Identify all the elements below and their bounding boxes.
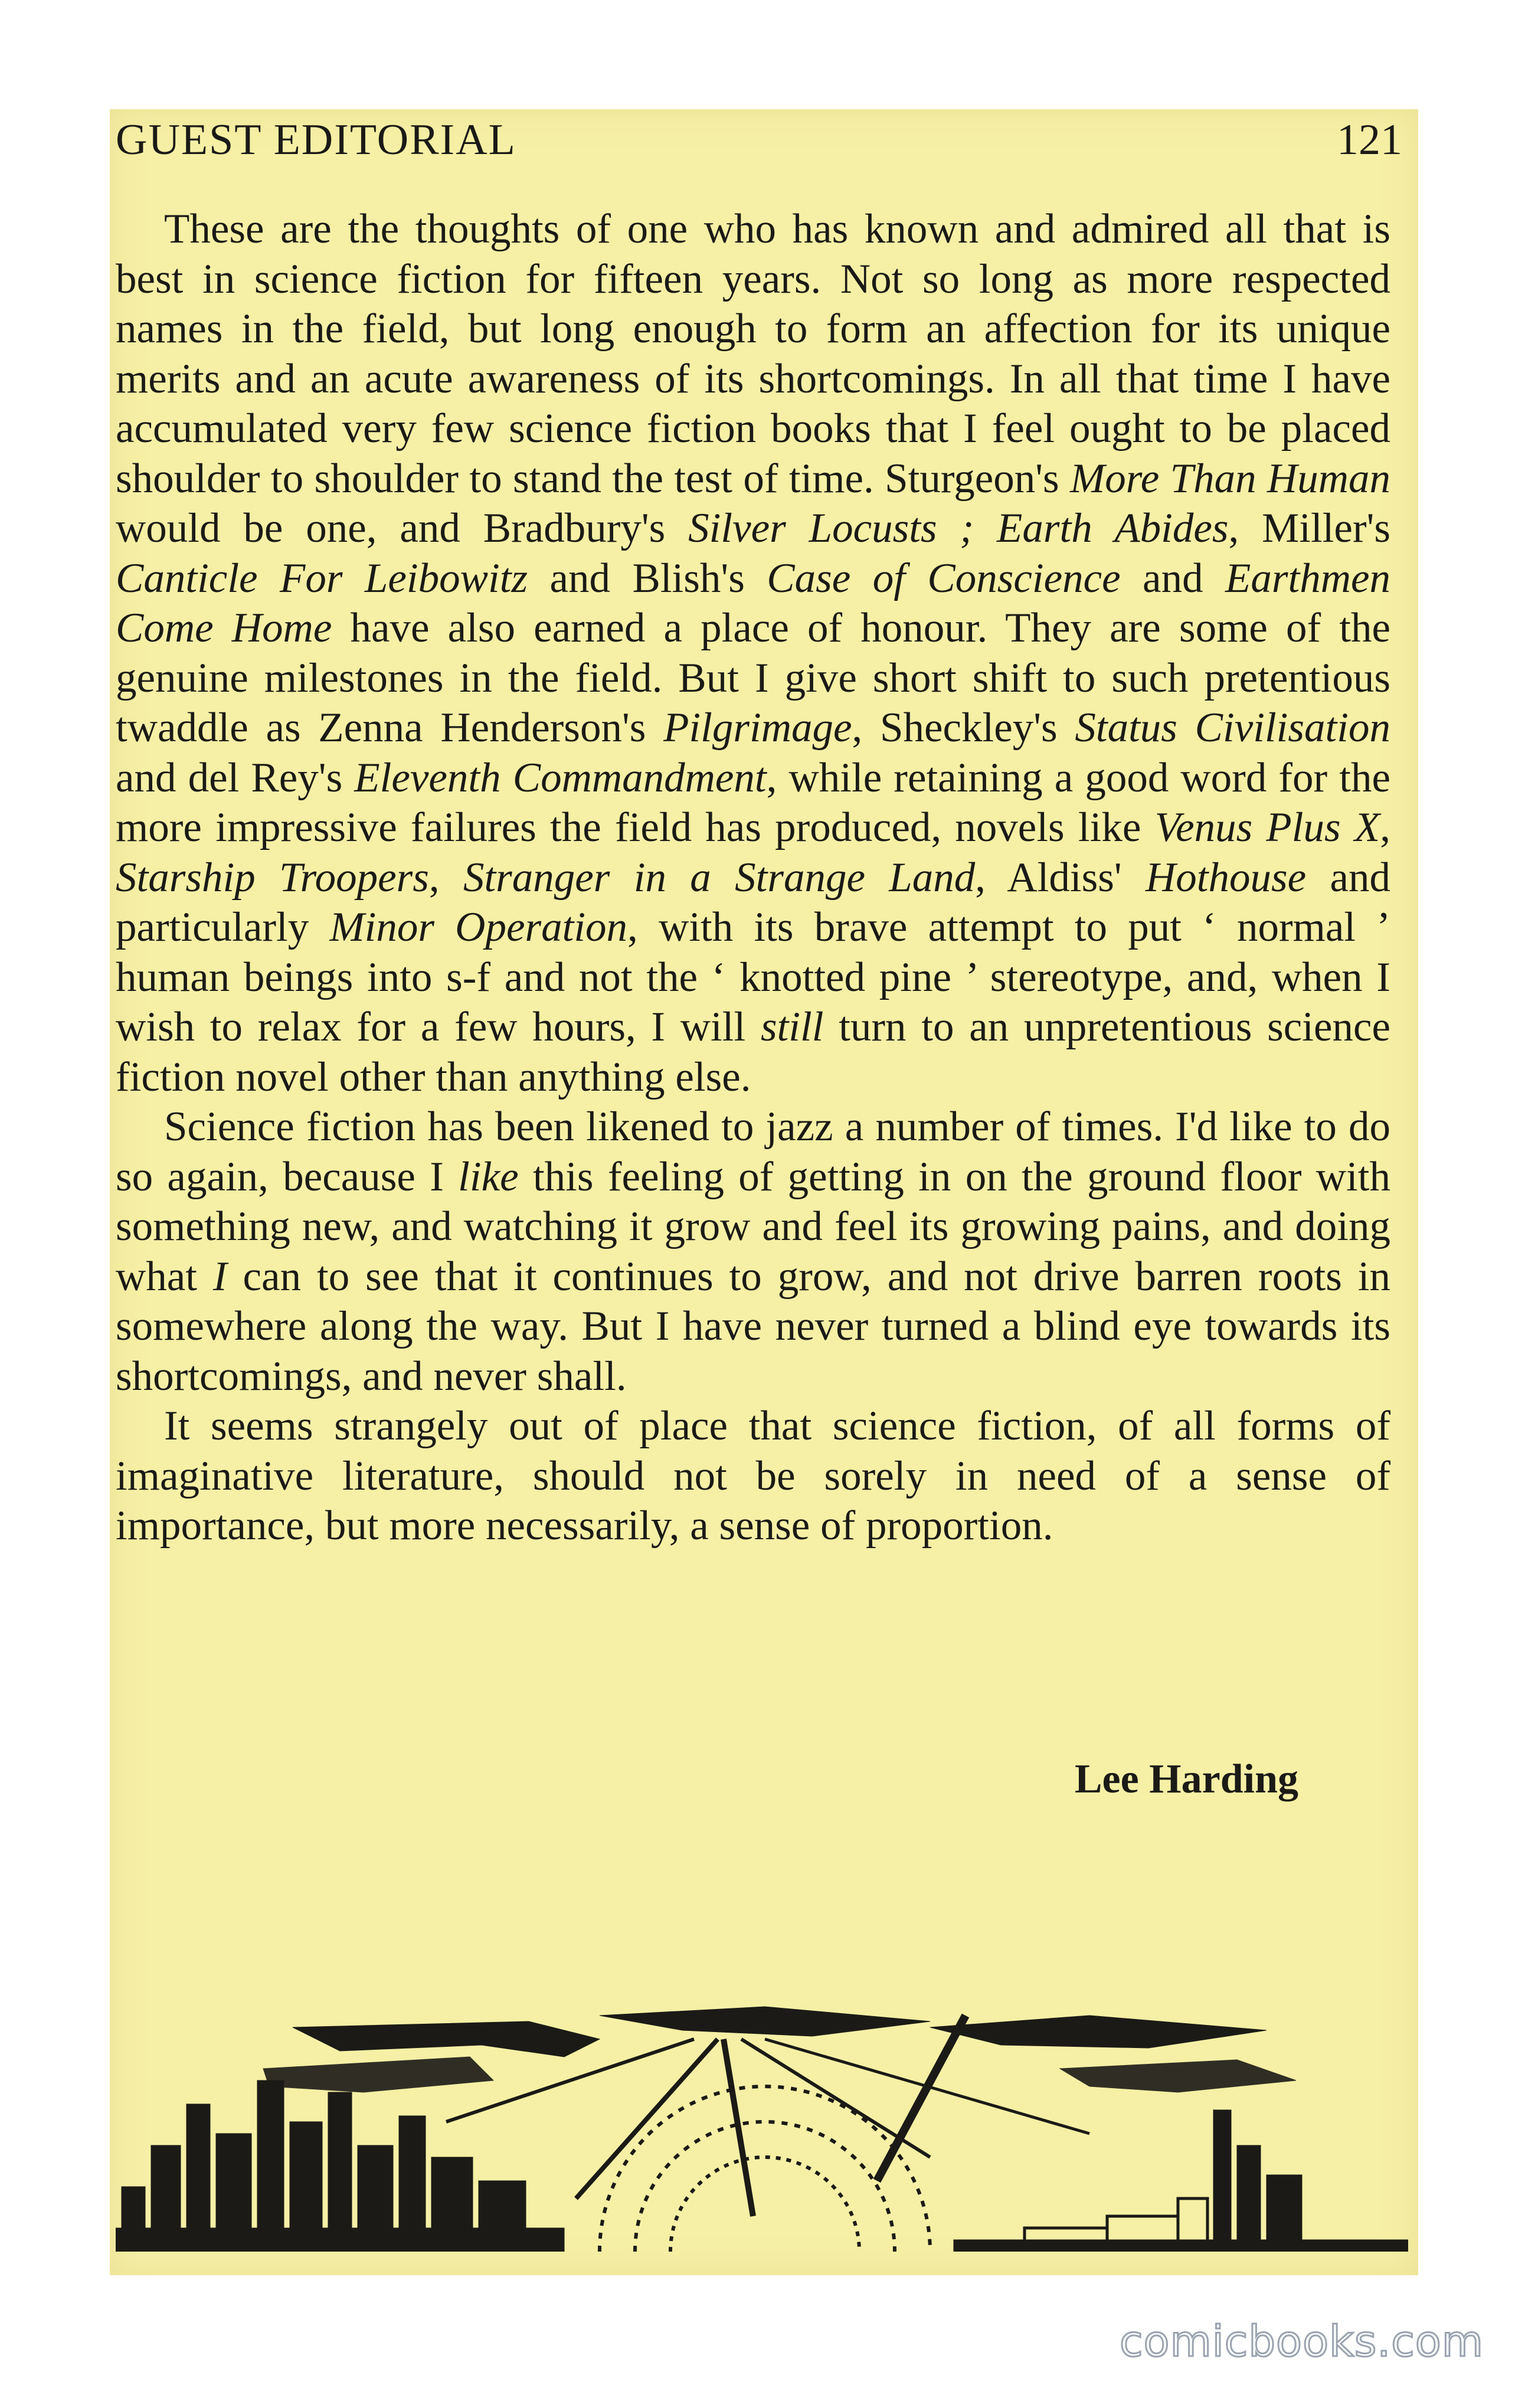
paragraph <box>116 1102 1390 1401</box>
text-run: , <box>428 854 463 901</box>
text-run: , <box>1380 804 1390 850</box>
text-run: , while retaining a good word for the more impressive failures the field has produced, novels like <box>116 754 1391 850</box>
italic-title: Hothouse <box>1146 854 1307 901</box>
italic-title: Eleventh Commandment <box>354 754 767 801</box>
italic-title: Starship Troopers <box>116 854 429 901</box>
italic-title: still <box>760 1004 824 1050</box>
text-run: , with its brave attempt to put ‘ normal ’ human beings into s-f and not the ‘ knotted pine ’ stereotype, and, when I wish to relax for a few hours, I will <box>116 904 1390 1050</box>
page-header <box>116 115 1402 174</box>
text-run: It seems strangely out of place that science fiction, of all forms of imaginative literature, should not be sorely in need of a sense of importance, but more necessarily, a sense of proportion. <box>116 1403 1390 1549</box>
text-run: and <box>1120 555 1225 601</box>
editorial-body <box>116 204 1390 1551</box>
text-run: These are the thoughts of one who has known and admired all that is best in science fiction for fifteen years. Not so long as more respected names in the field, but long enough to form an affection for its unique merits and an acute awareness of its shortcomings. In all that time I have accumulated very few science fiction books that I feel ought to be placed shoulder to shoulder to stand the test of time. Sturgeon's <box>116 206 1390 502</box>
italic-title: Venus Plus X <box>1154 804 1380 850</box>
italic-title: Case of Conscience <box>767 555 1121 601</box>
italic-title: Stranger in a Strange Land <box>463 854 976 901</box>
text-run: Science fiction has been likened to jazz a number of times. I'd like to do so again, because I <box>116 1104 1390 1200</box>
italic-title: Canticle For Leibowitz <box>116 555 528 601</box>
text-run: would be one, and Bradbury's <box>116 505 689 551</box>
italic-title: Minor Operation <box>329 904 628 950</box>
italic-title: Earthmen Come Home <box>116 555 1391 651</box>
italic-title: More Than Human <box>1070 455 1391 502</box>
paragraph <box>116 1401 1390 1551</box>
text-run: and Blish's <box>528 555 767 601</box>
text-run: have also earned a place of honour. They are some of the genuine milestones in the field. But I give short shift to such pretentious twaddle as Zenna Henderson's <box>116 605 1390 751</box>
city-skyline-rocket-illustration-icon <box>116 2004 1408 2252</box>
text-run: can to see that it continues to grow, and not drive barren roots in somewhere along the way. But I have never turned a blind eye towards its shortcomings, and never shall. <box>116 1253 1390 1399</box>
author-signature: Lee Harding <box>1074 1756 1298 1802</box>
italic-title: Silver Locusts ; Earth Abides <box>688 505 1229 551</box>
text-run: turn to an unpretentious science fiction novel other than anything else. <box>116 1004 1390 1100</box>
italic-title: I <box>212 1253 227 1300</box>
italic-title: Status Civilisation <box>1075 705 1390 751</box>
text-run: and particularly <box>116 854 1390 950</box>
watermark: comicbooks.com <box>1119 2317 1484 2366</box>
page-number: 121 <box>1337 116 1402 164</box>
text-run: , Sheckley's <box>852 705 1075 751</box>
text-run: and del Rey's <box>116 754 355 801</box>
italic-title: Pilgrimage <box>663 705 852 751</box>
text-run: , Miller's <box>1228 505 1391 551</box>
paragraph <box>116 204 1390 1102</box>
italic-title: like <box>458 1153 519 1200</box>
text-run: this feeling of getting in on the ground floor with something new, and watching it grow and feel its growing pains, and doing what <box>116 1153 1390 1300</box>
text-run: , Aldiss' <box>975 854 1146 901</box>
running-head: GUEST EDITORIAL <box>116 116 516 164</box>
